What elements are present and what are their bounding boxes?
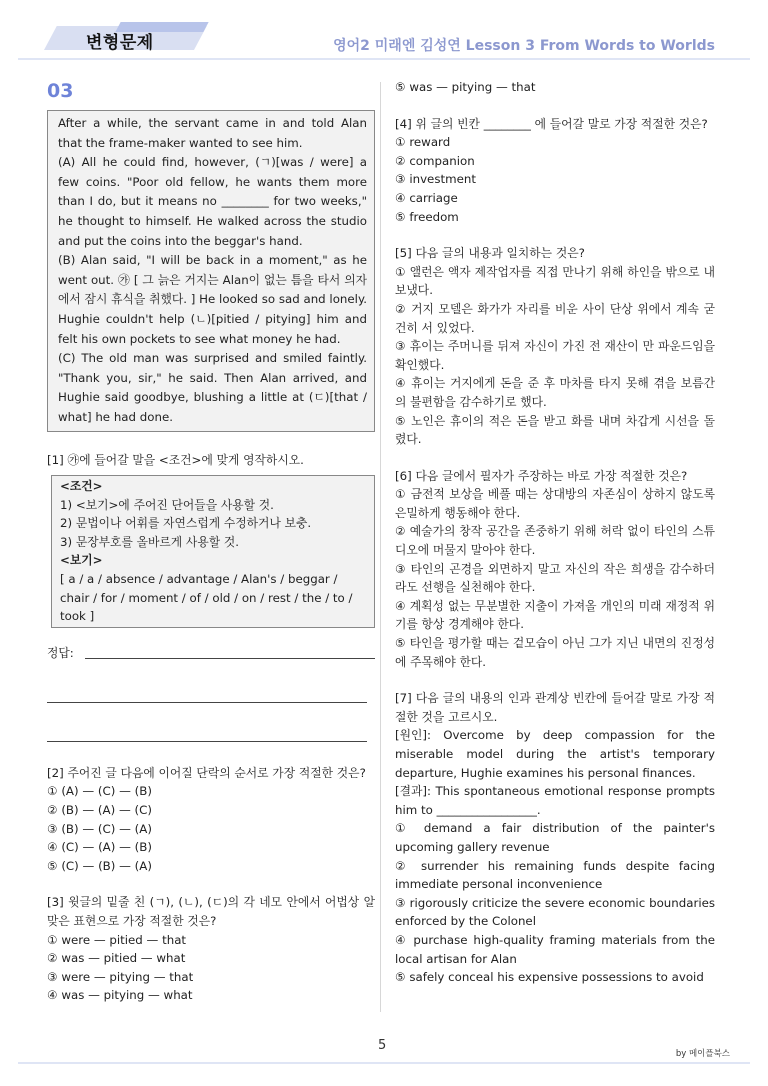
word-box-heading: <보기> [60,553,103,568]
question-1 [47,451,375,742]
condition-line: 1) <보기>에 주어진 단어들을 사용할 것. [60,497,274,512]
question-3-continued [395,78,715,97]
question-5 [395,244,715,449]
answer-line[interactable] [85,658,375,659]
option[interactable]: ④ was — pitying — what [47,988,193,1003]
answer-row [47,644,375,664]
option[interactable]: ⑤ freedom [395,209,459,224]
option[interactable]: ① demand a fair distribution of the painter's upcoming gallery revenue [395,821,715,854]
question-number: 03 [47,80,74,102]
option[interactable]: ① were — pitied — that [47,932,187,947]
header-divider [18,58,750,60]
question-4 [395,115,715,227]
page-header [0,0,768,62]
option[interactable]: ③ were — pitying — that [47,969,194,984]
option[interactable]: ③ (B) — (C) — (A) [47,821,152,836]
word-box-words: [ a / a / absence / advantage / Alan's / beggar / chair / for / moment / of / old / on / rest / the / to / took ] [60,572,353,624]
option[interactable]: ① 금전적 보상을 베풀 때는 상대방의 자존심이 상하지 않도록 은밀하게 행동해야 한다. [395,487,715,520]
passage-paragraph: (B) Alan said, "I will be back in a moment," as he went out. ㉮ [ 그 늙은 거지는 Alan이 없는 틈을 타서 의자에서 잠시 휴식을 취했다. ] He looked so sad and lonely. Hughie couldn't help (ㄴ)[pitied / pitying] him and felt his own pockets to see what money he had. [58,253,367,346]
passage-paragraph: (C) The old man was surprised and smiled faintly. "Thank you, sir," he said. Then Alan arrived, and Hughie said goodbye, blushing a little at (ㄷ)[that / what] he had done. [58,351,367,424]
question-stem: [5] 다음 글의 내용과 일치하는 것은? [395,246,585,261]
option[interactable]: ④ purchase high-quality framing materials from the local artisan for Alan [395,932,715,966]
option[interactable]: ④ 휴이는 거지에게 돈을 준 후 마차를 타지 못해 겪을 보름간의 불편함을 감수하기로 했다. [395,376,715,409]
condition-line: 3) 문장부호를 올바르게 사용할 것. [60,534,240,549]
question-stem: [6] 다음 글에서 필자가 주장하는 바로 가장 적절한 것은? [395,468,688,483]
condition-line: 2) 문법이나 어휘를 자연스럽게 수정하거나 보충. [60,516,312,531]
option[interactable]: ② (B) — (A) — (C) [47,803,152,818]
question-7 [395,689,715,987]
question-stem: [3] 윗글의 밑줄 친 (ㄱ), (ㄴ), (ㄷ)의 각 네모 안에서 어법상 알맞은 표현으로 가장 적절한 것은? [47,895,375,928]
question-stem: [1] ㉮에 들어갈 말을 <조건>에 맞게 영작하시오. [47,452,304,467]
condition-heading: <조건> [60,479,103,494]
footer-divider [18,1062,750,1064]
option[interactable]: ② 예술가의 창작 공간을 존중하기 위해 허락 없이 타인의 스튜디오에 머물지 말아야 한다. [395,524,715,558]
left-column [47,76,375,1005]
option[interactable]: ④ carriage [395,190,458,205]
answer-line-extra[interactable] [47,702,367,703]
option[interactable]: ① 앨런은 액자 제작업자를 직접 만나기 위해 하인을 밖으로 내보냈다. [395,264,715,298]
page-number: 5 [378,1038,387,1053]
option[interactable]: ① (A) — (C) — (B) [47,784,152,799]
header-tab-label: 변형문제 [86,33,154,53]
course-title: 영어2 미래엔 김성연 Lesson 3 From Words to Worlds [333,38,715,54]
column-divider [380,82,381,1012]
option[interactable]: ② surrender his remaining funds despite facing immediate personal inconvenience [395,858,715,892]
option[interactable]: ③ rigorously criticize the severe economic boundaries enforced by the Colonel [395,895,715,929]
option[interactable]: ② companion [395,153,475,168]
option[interactable]: ② was — pitied — what [47,951,186,966]
right-column [395,76,715,987]
option[interactable]: ④ 계획성 없는 무분별한 지출이 가져올 개인의 미래 재정적 위기를 항상 경계해야 한다. [395,598,715,632]
answer-line-extra[interactable] [47,741,367,742]
option[interactable]: ① reward [395,135,451,150]
option[interactable]: ③ 타인의 곤경을 외면하지 말고 자신의 작은 희생을 감수하더라도 선행을 실천해야 한다. [395,561,715,595]
passage-paragraph: After a while, the servant came in and told Alan that the frame-maker wanted to see him. [58,116,367,150]
publisher-brand: by 메이플북스 [675,1049,730,1059]
question-6 [395,467,715,672]
cause-text: [원인]: Overcome by deep compassion for the miserable model during the artist's temporary departure, Hughie examines his personal finances. [395,728,715,780]
question-3 [47,893,375,1005]
option[interactable]: ⑤ was — pitying — that [395,80,536,94]
question-2 [47,764,375,876]
option[interactable]: ③ investment [395,172,476,187]
question-stem: [4] 위 글의 빈칸 ________ 에 들어갈 말로 가장 적절한 것은? [395,116,708,131]
option[interactable]: ② 거지 모델은 화가가 자리를 비운 사이 단상 위에서 계속 굳건히 서 있었다. [395,301,715,335]
passage-box [47,110,375,432]
passage-paragraph: (A) All he could find, however, (ㄱ)[was / were] a few coins. "Poor old fellow, he wants them more than I do, but it means no ________ for two weeks," he thought to himself. He walked across the studio and put the coins into the beggar's hand. [58,155,367,248]
answer-label: 정답: [47,645,74,660]
option[interactable]: ⑤ (C) — (B) — (A) [47,858,152,873]
option[interactable]: ④ (C) — (A) — (B) [47,840,152,855]
option[interactable]: ③ 휴이는 주머니를 뒤져 자신이 가진 전 재산이 만 파운드임을 확인했다. [395,339,715,372]
header-tab [44,22,194,52]
question-stem: [7] 다음 글의 내용의 인과 관계상 빈칸에 들어갈 말로 가장 적절한 것을 고르시오. [395,691,715,724]
condition-box [51,475,375,628]
effect-text: [결과]: This spontaneous emotional response prompts him to _________________. [395,784,715,817]
question-stem: [2] 주어진 글 다음에 이어질 단락의 순서로 가장 적절한 것은? [47,765,366,780]
option[interactable]: ⑤ 타인을 평가할 때는 겉모습이 아닌 그가 지닌 내면의 진정성에 주목해야 한다. [395,636,715,669]
option[interactable]: ⑤ 노인은 휴이의 적은 돈을 받고 화를 내며 차갑게 시선을 돌렸다. [395,413,715,447]
option[interactable]: ⑤ safely conceal his expensive possessions to avoid [395,970,704,985]
